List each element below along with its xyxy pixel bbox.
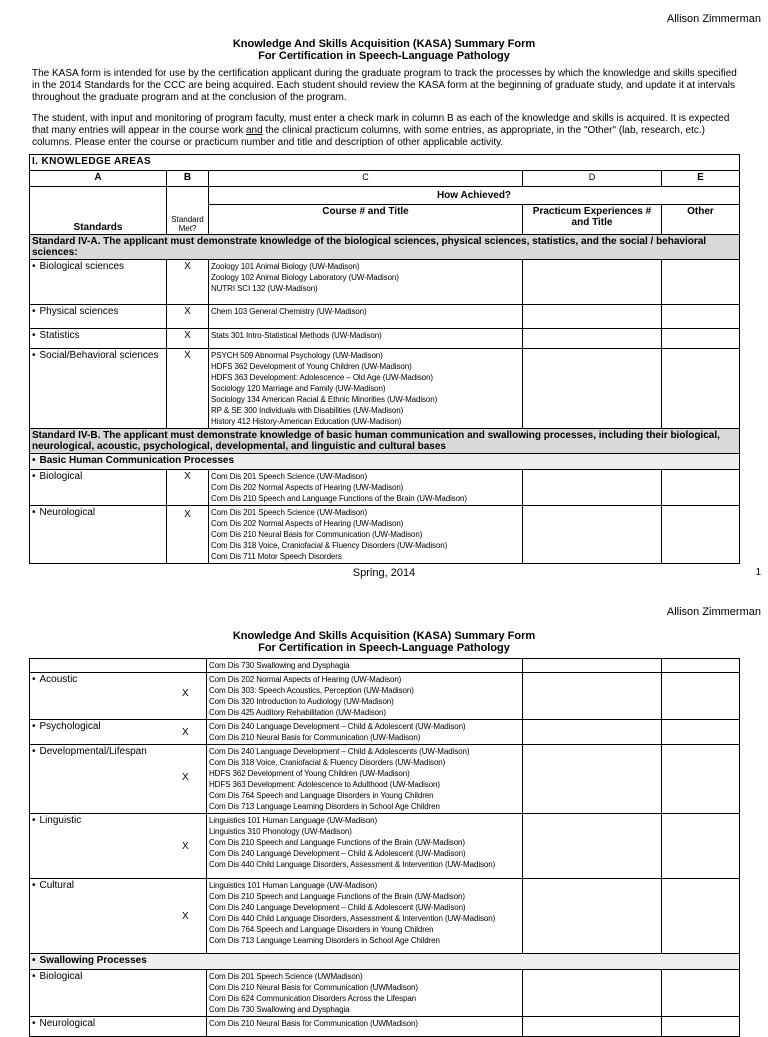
- check-mark: X: [182, 688, 189, 699]
- kasa-table-page-2: [29, 658, 740, 1037]
- form-title-line2: For Certification in Speech-Language Pathology: [258, 50, 510, 62]
- col-letter-a: A: [30, 171, 167, 187]
- course-cell: Com Dis 201 Speech Science (UWMadison) Com Dis 210 Neural Basis for Communication (UWMadison) Com Dis 624 Communication Disorders Across the Lifespan Com Dis 730 Swallowing and Dysphagia: [207, 970, 523, 1017]
- course-cell: Zoology 101 Animal Biology (UW-Madison) Zoology 102 Animal Biology Laboratory (UW-Madison) NUTRI SCI 132 (UW-Madison): [209, 260, 523, 305]
- course-cell: Com Dis 201 Speech Science (UW-Madison) Com Dis 202 Normal Aspects of Hearing (UW-Madison) Com Dis 210 Speech and Language Functions of the Brain (UW-Madison): [209, 470, 523, 506]
- course-cell: Com Dis 240 Language Development – Child & Adolescents (UW-Madison) Com Dis 318 Voice, Craniofacial & Fluency Disorders (UW-Madison) HDFS 362 Development of Young Children (UW-Madison) HDFS 363 Development: Adolescence to Adulthood (UW-Madison) Com Dis 764 Speech and Language Disorders in Young Children Com Dis 713 Language Learning Disorders in School Age Children: [207, 745, 523, 814]
- col-letter-e: E: [662, 171, 740, 187]
- check-mark: X: [167, 470, 209, 506]
- other-cell: [662, 1017, 740, 1037]
- course-cell: Com Dis 240 Language Development – Child & Adolescent (UW-Madison) Com Dis 210 Neural Basis for Communication (UW-Madison): [207, 720, 523, 745]
- check-mark: X: [167, 349, 209, 429]
- area-label: • Social/Behavioral sciences: [30, 349, 167, 429]
- col-letter-d: D: [523, 171, 662, 187]
- area-label: • Biological: [30, 970, 207, 1017]
- other-cell: [662, 349, 740, 429]
- area-label: • Statistics: [30, 329, 167, 349]
- other-cell: [662, 659, 740, 673]
- practicum-cell: [523, 260, 662, 305]
- header-how-achieved: How Achieved?: [209, 187, 740, 205]
- form-title: [0, 38, 768, 62]
- practicum-cell: [523, 659, 662, 673]
- practicum-cell: [523, 470, 662, 506]
- footer-date: Spring, 2014: [352, 567, 416, 579]
- other-cell: [662, 470, 740, 506]
- row-linguistic: [30, 814, 740, 879]
- row-developmental-lifespan: [30, 745, 740, 814]
- kasa-table-page-1: [29, 154, 740, 564]
- form-title-line1: Knowledge And Skills Acquisition (KASA) Summary Form: [232, 38, 536, 50]
- practicum-cell: [523, 349, 662, 429]
- header-practicum: Practicum Experiences # and Title: [523, 205, 662, 235]
- other-cell: [662, 506, 740, 564]
- check-mark: X: [167, 305, 209, 329]
- course-cell: Chem 103 General Chemistry (UW-Madison): [209, 305, 523, 329]
- check-mark: X: [182, 841, 189, 852]
- course-cell: Com Dis 201 Speech Science (UW-Madison) Com Dis 202 Normal Aspects of Hearing (UW-Madison) Com Dis 210 Neural Basis for Communication (UW-Madison) Com Dis 318 Voice, Craniofacial & Fluency Disorders (UW-Madison) Com Dis 711 Motor Speech Disorders: [209, 506, 523, 564]
- other-cell: [662, 879, 740, 954]
- course-cell: Linguistics 101 Human Language (UW-Madison) Linguistics 310 Phonology (UW-Madison) Com Dis 210 Speech and Language Functions of the Brain (UW-Madison) Com Dis 240 Language Development – Child & Adolescent (UW-Madison) Com Dis 440 Child Language Disorders, Assessment & Intervention (UW-Madison): [207, 814, 523, 879]
- area-label: • Developmental/Lifespan X: [30, 745, 207, 814]
- area-label: • Neurological: [30, 1017, 207, 1037]
- other-cell: [662, 745, 740, 814]
- row-biological: [30, 470, 740, 506]
- other-cell: [662, 260, 740, 305]
- col-letter-b: B: [167, 171, 209, 187]
- practicum-cell: [523, 745, 662, 814]
- practicum-cell: [523, 720, 662, 745]
- area-label: • Biological: [30, 470, 167, 506]
- row-neurological: [30, 506, 740, 564]
- row-cultural: [30, 879, 740, 954]
- footer-page-number: 1: [755, 567, 761, 578]
- author-name: Allison Zimmerman: [666, 606, 761, 618]
- section-heading: I. KNOWLEDGE AREAS: [30, 155, 740, 171]
- row-swallow-biological: [30, 970, 740, 1017]
- other-cell: [662, 970, 740, 1017]
- practicum-cell: [523, 329, 662, 349]
- practicum-cell: [523, 1017, 662, 1037]
- practicum-cell: [523, 506, 662, 564]
- area-label: • Psychological X: [30, 720, 207, 745]
- form-title: [0, 630, 768, 654]
- course-cell: Com Dis 210 Neural Basis for Communication (UWMadison): [207, 1017, 523, 1037]
- header-standard-met: Standard Met?: [167, 187, 209, 235]
- area-label: [30, 659, 207, 673]
- practicum-cell: [523, 305, 662, 329]
- row-acoustic: [30, 673, 740, 720]
- intro-paragraph-2: [32, 113, 744, 149]
- intro-paragraph-2-part-b: the clinical practicum columns, with some entries, as appropriate, in the "Other" (lab, research, etc.) columns. Please enter the course or practicum number and title and description of other applicable activity.: [32, 125, 705, 148]
- area-label: • Neurological: [30, 506, 167, 564]
- area-label: • Cultural X: [30, 879, 207, 954]
- practicum-cell: [523, 673, 662, 720]
- header-standards: Standards: [30, 187, 167, 235]
- area-label: • Acoustic X: [30, 673, 207, 720]
- col-letter-c: C: [209, 171, 523, 187]
- check-mark: X: [167, 260, 209, 305]
- header-other: Other: [662, 205, 740, 235]
- author-name: Allison Zimmerman: [666, 13, 761, 25]
- row-social-behavioral-sciences: [30, 349, 740, 429]
- course-cell: Stats 301 Intro-Statistical Methods (UW-Madison): [209, 329, 523, 349]
- subheading-swallowing: • Swallowing Processes: [30, 954, 740, 970]
- other-cell: [662, 329, 740, 349]
- check-mark: X: [182, 727, 189, 738]
- course-cell: Com Dis 730 Swallowing and Dysphagia: [207, 659, 523, 673]
- row-psychological: [30, 720, 740, 745]
- intro-paragraph-2-part-a: The student, with input and monitoring of program faculty, must enter a check mark in column B as each of the knowledge and skills is acquired. It is expected that many entries will appear in the course work: [32, 113, 730, 136]
- intro-paragraph-1: The KASA form is intended for use by the certification applicant during the graduate program to track the processes by which the knowledge and skills specified in the 2014 Standards for the CCC are being acquired. Each student should review the KASA form at the beginning of graduate study, and update it at intervals throughout the graduate program and at the conclusion of the program.: [32, 68, 737, 103]
- row-statistics: [30, 329, 740, 349]
- course-cell: Com Dis 202 Normal Aspects of Hearing (UW-Madison) Com Dis 303: Speech Acoustics, Perception (UW-Madison) Com Dis 320 Introduction to Audiology (UW-Madison) Com Dis 425 Auditory Rehabilitation (UW-Madison): [207, 673, 523, 720]
- area-label: • Physical sciences: [30, 305, 167, 329]
- other-cell: [662, 814, 740, 879]
- area-label: • Biological sciences: [30, 260, 167, 305]
- practicum-cell: [523, 970, 662, 1017]
- check-mark: X: [167, 506, 209, 564]
- subheading-basic-communication: • Basic Human Communication Processes: [30, 454, 740, 470]
- other-cell: [662, 720, 740, 745]
- intro-underlined-and: and: [246, 125, 263, 136]
- course-cell: Linguistics 101 Human Language (UW-Madison) Com Dis 210 Speech and Language Functions of the Brain (UW-Madison) Com Dis 240 Language Development – Child & Adolescent (UW-Madison) Com Dis 440 Child Language Disorders, Assessment & Intervention (UW-Madison) Com Dis 764 Speech and Language Disorders in Young Children Com Dis 713 Language Learning Disorders in School Age Children: [207, 879, 523, 954]
- practicum-cell: [523, 879, 662, 954]
- row-continued: [30, 659, 740, 673]
- header-course: Course # and Title: [209, 205, 523, 235]
- row-physical-sciences: [30, 305, 740, 329]
- check-mark: X: [182, 772, 189, 783]
- form-title-line1: Knowledge And Skills Acquisition (KASA) Summary Form: [232, 630, 536, 642]
- row-biological-sciences: [30, 260, 740, 305]
- standard-iv-b: Standard IV-B. The applicant must demonstrate knowledge of basic human communication and swallowing processes, including their biological, neurological, acoustic, psychological, developmental, and linguistic and cultural bases: [30, 429, 740, 454]
- practicum-cell: [523, 814, 662, 879]
- other-cell: [662, 305, 740, 329]
- other-cell: [662, 673, 740, 720]
- check-mark: X: [167, 329, 209, 349]
- form-title-line2: For Certification in Speech-Language Pathology: [258, 642, 510, 654]
- standard-iv-a: Standard IV-A. The applicant must demonstrate knowledge of the biological sciences, physical sciences, statistics, and the social / behavioral sciences:: [30, 235, 740, 260]
- check-mark: X: [182, 911, 189, 922]
- row-swallow-neurological: [30, 1017, 740, 1037]
- course-cell: PSYCH 509 Abnormal Psychology (UW-Madison) HDFS 362 Development of Young Children (UW-Madison) HDFS 363 Development: Adolescence – Old Age (UW-Madison) Sociology 120 Marriage and Family (UW-Madison) Sociology 134 American Racial & Ethnic Minorities (UW-Madison) RP & SE 300 Individuals with Disabilities (UW-Madison) History 412 History-American Education (UW-Madison): [209, 349, 523, 429]
- area-label: • Linguistic X: [30, 814, 207, 879]
